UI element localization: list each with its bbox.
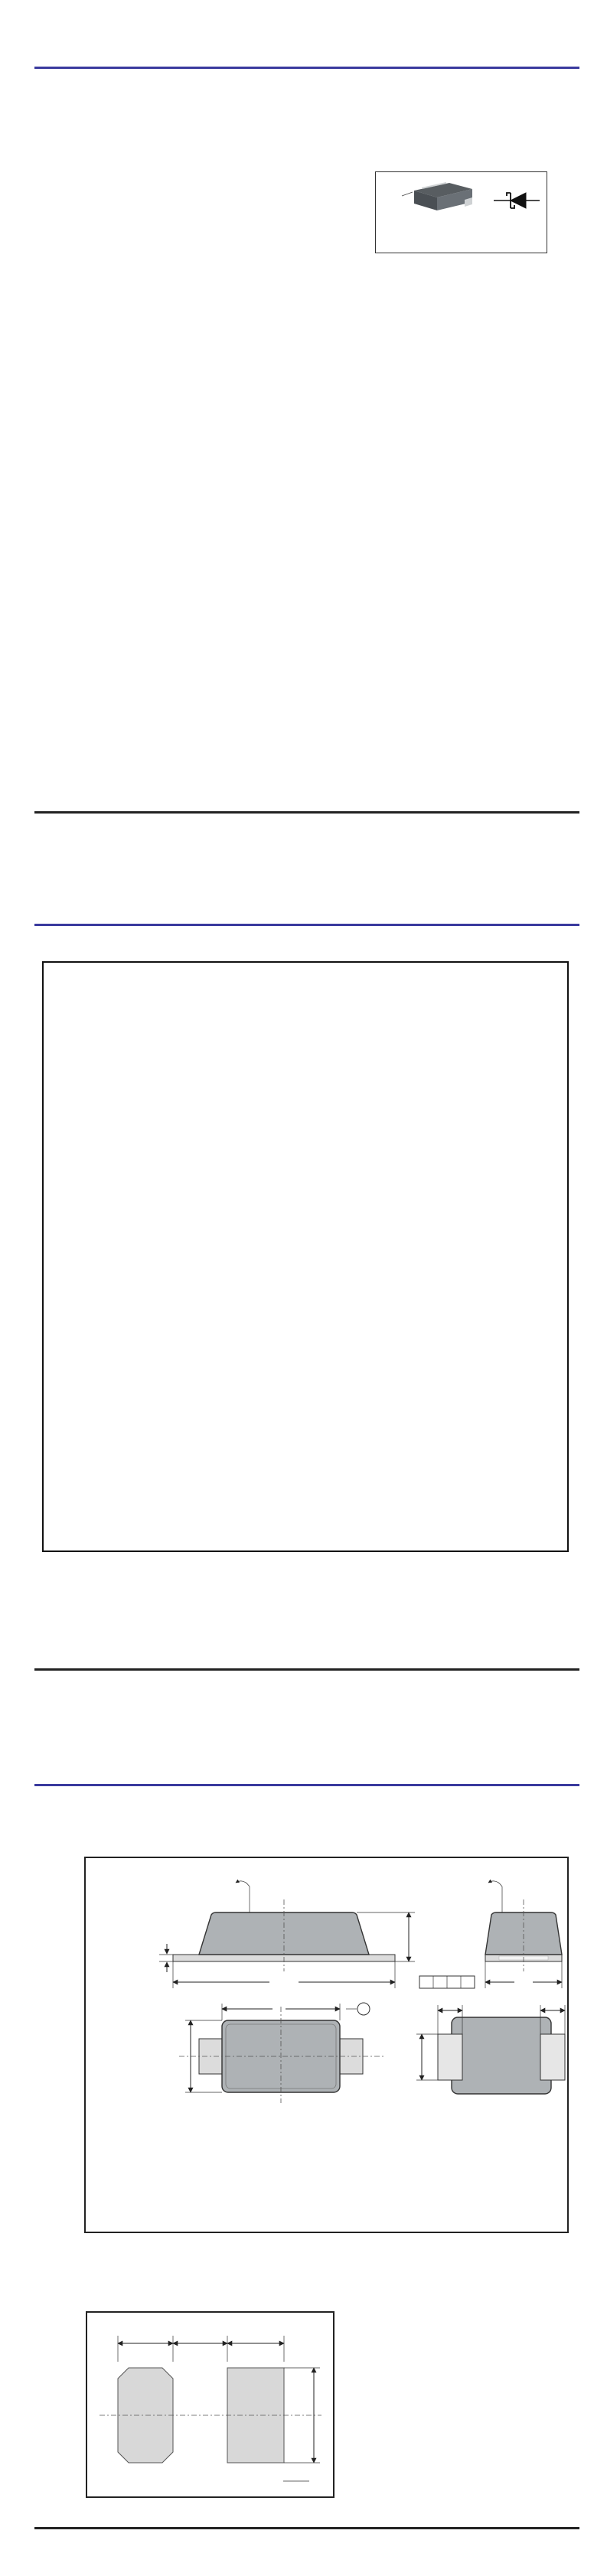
chart-canvas (320, 1387, 550, 1533)
package-outline-drawing (86, 1858, 567, 2124)
schottky-diode-symbol (494, 193, 540, 208)
figures-panel (42, 961, 569, 1552)
datasheet-page-3 (0, 1707, 607, 2576)
figure-1-derating-curve (50, 973, 304, 1123)
footer-rule (34, 811, 579, 814)
y-axis-label (50, 1189, 61, 1335)
figure-5-surge-current (50, 1374, 304, 1524)
package-outline-box (84, 1857, 569, 2233)
datum-frame (419, 1976, 475, 1988)
y-axis-label (50, 977, 61, 1122)
package-3d-drawing (379, 177, 543, 218)
datasheet-page-1 (0, 0, 607, 842)
figure-3-forward-characteristic (50, 1186, 304, 1336)
mounting-pad-drawing (87, 2313, 333, 2496)
bottom-view-body (452, 2017, 551, 2094)
footer-rule (34, 1668, 579, 1671)
page-footer (34, 2527, 579, 2546)
chart-canvas (61, 1189, 291, 1335)
datasheet-page-2 (0, 842, 607, 1707)
chart-canvas (61, 1378, 291, 1523)
figure-2-reverse-characteristics (308, 973, 563, 1123)
y-axis-label (308, 1189, 320, 1335)
figure-title (308, 1374, 563, 1384)
mounting-pad-box (86, 2311, 335, 2498)
figure-6-thermal-impedance (308, 1374, 563, 1534)
chart-canvas (61, 977, 291, 1122)
y-axis-label (50, 1378, 61, 1523)
y-axis-label (308, 1387, 320, 1533)
chart-canvas (320, 977, 550, 1122)
header-rule (34, 67, 579, 69)
bottom-view-pad-left (438, 2034, 462, 2080)
y-axis-label (308, 977, 320, 1122)
bottom-view-pad-right (540, 2034, 565, 2080)
figure-4-junction-capacitance (308, 1186, 563, 1336)
chart-canvas (320, 1189, 550, 1335)
package-symbol-box (375, 171, 547, 253)
footer-rule (34, 2527, 579, 2529)
header-rule (34, 924, 579, 926)
header-rule (34, 1784, 579, 1786)
page-footer (34, 1668, 579, 1687)
page-footer (34, 811, 579, 830)
